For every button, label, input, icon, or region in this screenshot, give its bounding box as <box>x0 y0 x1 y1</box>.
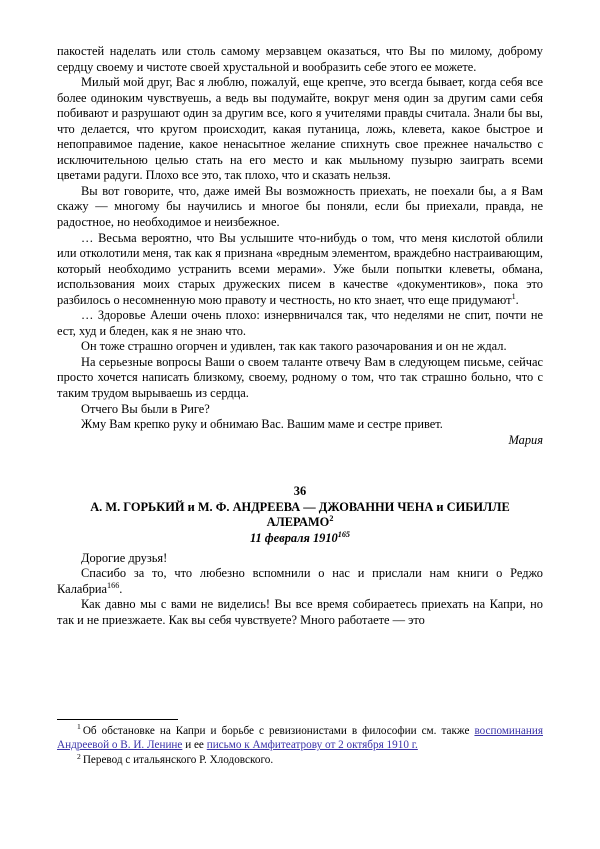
section-date-text: 11 февраля 1910 <box>250 531 338 545</box>
footnote-text: и ее <box>182 739 207 752</box>
section-title-text: А. М. ГОРЬКИЙ и М. Ф. АНДРЕЕВА — ДЖОВАННИ ЧЕНА и СИБИЛЛЕ АЛЕРАМО <box>90 499 510 530</box>
footnote-text: Об обстановке на Капри и борьбе с ревизионистами в философии см. также <box>82 725 475 737</box>
section-title <box>57 500 543 531</box>
paragraph-continuation: пакостей наделать или столь самому мерзавцем оказаться, что Вы по милому, доброму сердцу своему и чистоте своей хрустальной и вообразить себе этого ее можете. <box>57 44 543 74</box>
paragraph-with-footnote-ref <box>57 231 543 309</box>
paragraph-text-tail: . <box>515 292 519 307</box>
paragraph: … Здоровье Алеши очень плохо: изнервничался так, что неделями не спит, почти не ест, худ и бледен, как я не знаю что. <box>57 308 543 338</box>
paragraph: Он тоже страшно огорчен и удивлен, так как такого разочарования и он не ждал. <box>81 339 507 354</box>
paragraph-text: Спасибо за то, что любезно вспомнили о нас и прислали нам книги о Реджо Калабриа <box>57 566 543 596</box>
paragraph-text: … Весьма вероятно, что Вы услышите что-нибудь о том, что меня кислотой облили или отколотили меня, так как я признана «вредным элементом, враждебно настраивающим, который необходимо устранить всеми мерами». Уже были попытки клеветы, обмана, использования моих старых дружеских писем в качестве «документиков», пока это разбилось о несомненную мою правоту и честность, но кто знает, что еще придумают <box>57 230 543 307</box>
footnote-text: Перевод с итальянского Р. Хлодовского. <box>82 754 274 767</box>
paragraph: Милый мой друг, Вас я люблю, пожалуй, еще крепче, это всегда бывает, когда себя все более одиноким чувствуешь, а ведь вы подумайте, вокруг меня один за другим сами себя побивают и разрушают один за другим все, кого я учителями правды считала. Знали бы вы, что делается, что кругом происходит, какая путаница, ложь, клевета, какое быстрое и непоправимое падение, какое ненасытное желание спихнуть свое прежнее начальство с исключительною целью стать на его место и как мыльному пузырю заиграть всеми цветами радуги. Плохо все это, так плохо, что и сказать нельзя. <box>57 75 543 183</box>
section-spacer <box>57 448 543 484</box>
paragraph: Вы вот говорите, что, даже имей Вы возможность приехать, не поехали бы, а я Вам скажу — многому бы научились и многое бы поняли, если бы приехали, правда, не радостное, но необходимое и неизбежное. <box>57 183 543 230</box>
paragraph: Отчего Вы были в Риге? <box>81 401 210 416</box>
paragraph: Как давно мы с вами не виделись! Вы все время собираетесь приехать на Капри, но так и не приезжаете. Как вы себя чувствуете? Много работаете — это <box>57 597 543 627</box>
paragraph: На серьезные вопросы Ваши о своем таланте отвечу Вам в следующем письме, сейчас просто хочется написать близкому, своему, родному о том, что так страшно больно, что с таким трудом вырываешь из сердца. <box>57 354 543 401</box>
footnote-ref-2[interactable]: 2 <box>329 514 334 524</box>
letter-salutation: Дорогие друзья! <box>81 550 168 565</box>
footnote-number: 2 <box>77 751 81 761</box>
footnote-ref-1[interactable]: 1 <box>511 291 516 301</box>
paragraph-text-tail: . <box>119 581 123 596</box>
paragraph: Жму Вам крепко руку и обнимаю Вас. Вашим маме и сестре привет. <box>81 417 443 432</box>
paragraph-with-note-ref <box>57 566 543 597</box>
letter-signature: Мария <box>508 432 543 447</box>
footnote-item <box>57 753 543 767</box>
footnote-number: 1 <box>77 722 81 732</box>
section-date <box>57 531 543 547</box>
section-number: 36 <box>293 484 307 499</box>
footnote-link[interactable]: воспоминания Андреевой о В. И. Ленине <box>57 725 543 752</box>
footnote-link[interactable]: письмо к Амфитеатрову от 2 октября 1910 г. <box>206 739 418 752</box>
footnote-separator-rule <box>57 719 178 720</box>
footnote-area <box>57 719 543 768</box>
footnote-item <box>57 724 543 752</box>
endnote-ref-166[interactable]: 166 <box>107 580 120 590</box>
endnote-ref-165[interactable]: 165 <box>337 529 350 539</box>
